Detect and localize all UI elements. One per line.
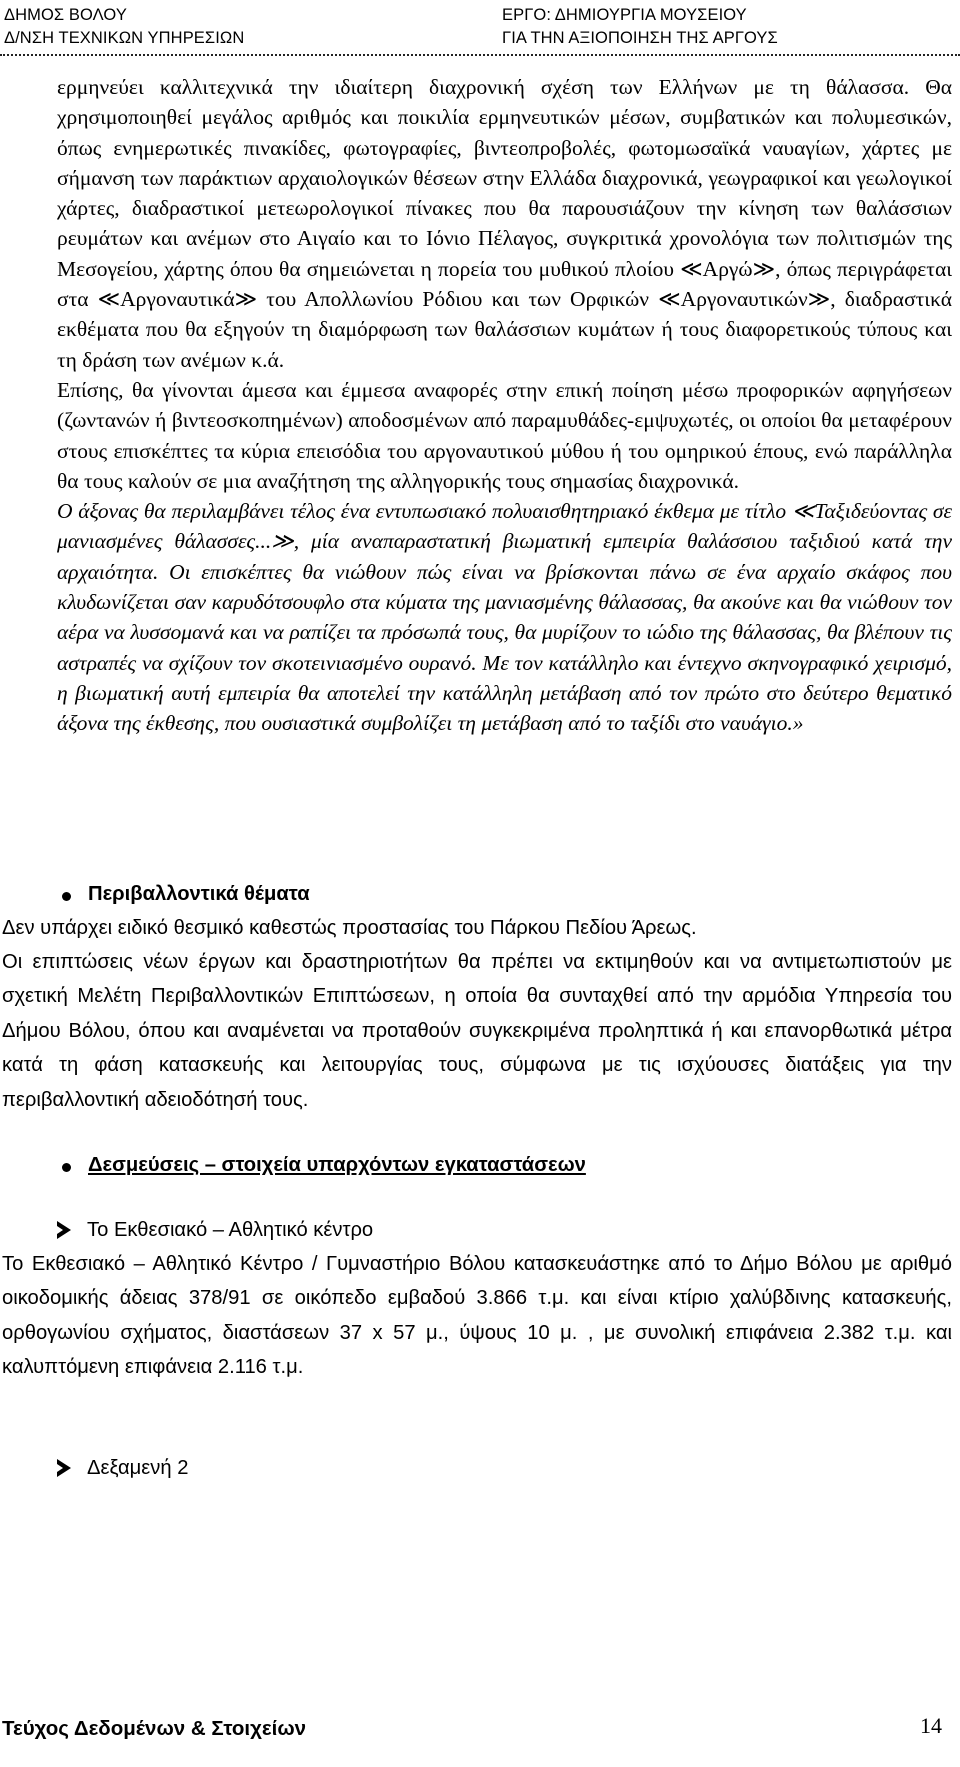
arrow-bullet-icon [57,1221,71,1239]
header-left [4,4,244,50]
footer-title: Τεύχος Δεδομένων & Στοιχείων [2,1717,307,1740]
subsection-1-text: Το Εκθεσιακό – Αθλητικό Κέντρο / Γυμναστήριο Βόλου κατασκευάστηκε από το Δήμο Βόλου με αριθμό οικοδομικής άδειας 378/91 σε οικόπεδο εμβαδού 3.866 τ.μ. και είναι κτίριο χαλύβδινης κατασκευής, ορθογωνίου σχήματος, διαστάσεων 37 x 57 μ., ύψους 10 μ. , με συνολική επιφάνεια 2.382 τ.μ. και καλυπτόμενη επιφάνεια 2.116 τ.μ. [2,1253,952,1379]
page-number: 14 [920,1713,942,1738]
header-municipality: ΔΗΜΟΣ ΒΟΛΟΥ [4,6,127,24]
commitments-heading-row [0,1148,960,1184]
intro-paragraph-3: Ο άξονας θα περιλαμβάνει τέλος ένα εντυπωσιακό πολυαισθητηριακό έκθεμα με τίτλο ≪Ταξιδεύοντας σε μανιασμένες θάλασσες...≫, μία αναπαραστατική βιωματική εμπειρία θαλάσσιου ταξιδιού κατά την αρχαιότητα. Οι επισκέπτες θα νιώθουν πώς είναι να βρίσκονται πάνω σε ένα αρχαίο σκάφος που κλυδωνίζεται σαν καρυδότσουφλο στα κύματα της μανιασμένης θάλασσας, θα ακούνε και θα νιώθουν τον αέρα να λυσσομανά και να ραπίζει τα πρόσωπά τους, θα μυρίζουν το ιώδιο της θάλασσας, θα βλέπουν τις αστραπές να σχίζουν τον σκοτεινιασμένο ουρανό. Με τον κατάλληλο και έντεχνο σκηνογραφικό χειρισμό, η βιωματική αυτή εμπειρία θα αποτελεί την κατάλληλη μετάβαση από τον πρώτο στο δεύτερο θεματικό άξονα της έκθεσης, που ουσιαστικά συμβολίζει τη μετάβαση από το ταξίδι στο ναυάγιο.» [57,499,952,736]
intro-paragraph-1: ερμηνεύει καλλιτεχνικά την ιδιαίτερη διαχρονική σχέση των Ελλήνων με τη θάλασσα. Θα χρησιμοποιηθεί μεγάλος αριθμός και ποικιλία ερμηνευτικών μέσων, συμβατικών και πολυμεσικών, όπως ενημερωτικές πινακίδες, φωτογραφίες, βιντεοπροβολές, φωτομωσαϊκά ναυαγίων, χάρτες με σήμανση των παράκτιων αρχαιολογικών θέσεων στην Ελλάδα διαχρονικά, γεωγραφικοί και γεωλογικοί χάρτες, διαδραστικοί μετεωρολογικοί πίνακες που θα παρουσιάζουν την κίνηση των θαλάσσιων ρευμάτων και ανέμων στο Αιγαίο και το Ιόνιο Πέλαγος, συγκριτικά χρονολόγια των πολιτισμών της Μεσογείου, χάρτης όπου θα σημειώνεται η πορεία του μυθικού πλοίου ≪Αργώ≫, όπως περιγράφεται στα ≪Αργοναυτικά≫ του Απολλωνίου Ρόδιου και των Ορφικών ≪Αργοναυτικών≫, διαδραστικά εκθέματα που θα εξηγούν τη διαμόρφωση των θαλάσσιων κυμάτων ή τους διαφορετικούς τύπους και τη δράση των ανέμων κ.ά. [57,75,952,372]
subsection-1-heading-row [57,1213,657,1249]
header-right [502,4,778,50]
environment-paragraph: Οι επιπτώσεις νέων έργων και δραστηριοτήτων θα πρέπει να εκτιμηθούν και να αντιμετωπιστούν με σχετική Μελέτη Περιβαλλοντικών Επιπτώσεων, η οποία θα συνταχθεί από την αρμόδια Υπηρεσία του Δήμου Βόλου, όπου και αναμένεται να προταθούν συγκεκριμένα προληπτικά ή και επανορθωτικά μέτρα κατά τη φάση κατασκευής και λειτουργίας τους, σύμφωνα με τις ισχύουσες διατάξεις για την περιβαλλοντική αδειοδότησή τους. [2,951,952,1111]
header-project-subtitle: ΓΙΑ ΤΗΝ ΑΞΙΟΠΟΙΗΣΗ ΤΗΣ ΑΡΓΟΥΣ [502,29,778,47]
header-divider [0,54,960,56]
intro-text-block [57,72,952,739]
bullet-icon [62,1163,71,1172]
intro-paragraph-2: Επίσης, θα γίνονται άμεσα και έμμεσα αναφορές στην επική ποίηση μέσω προφορικών αφηγήσεων (ζωντανών ή βιντεοσκοπημένων) αποδοσμένων από παραμυθάδες-εμψυχωτές, οι οποίοι θα μεταφέρουν στους επισκέπτες τα κύρια επεισόδια του αργοναυτικού μύθου ή του ομηρικού έπους, ενώ παράλληλα θα τους καλούν σε μια αναζήτηση της αλληγορικής τους σημασίας διαχρονικά. [57,377,952,493]
environment-heading: Περιβαλλοντικά θέματα [88,883,310,905]
commitments-heading: Δεσμεύσεις – στοιχεία υπαρχόντων εγκαταστάσεων [88,1154,586,1176]
header-project: ΕΡΓΟ: ΔΗΜΙΟΥΡΓΙΑ ΜΟΥΣΕΙΟΥ [502,6,747,24]
environment-status-line: Δεν υπάρχει ειδικό θεσμικό καθεστώς προστασίας του Πάρκου Πεδίου Άρεως. [2,917,697,939]
subsection-1-title: Το Εκθεσιακό – Αθλητικό κέντρο [87,1219,374,1241]
subsection-2-heading-row [57,1451,657,1487]
subsection-2-title: Δεξαμενή 2 [87,1457,189,1479]
header-directorate: Δ/ΝΣΗ ΤΕΧΝΙΚΩΝ ΥΠΗΡΕΣΙΩΝ [4,29,245,47]
bullet-icon [62,892,71,901]
arrow-bullet-icon [57,1459,71,1477]
environment-heading-row [0,877,960,913]
